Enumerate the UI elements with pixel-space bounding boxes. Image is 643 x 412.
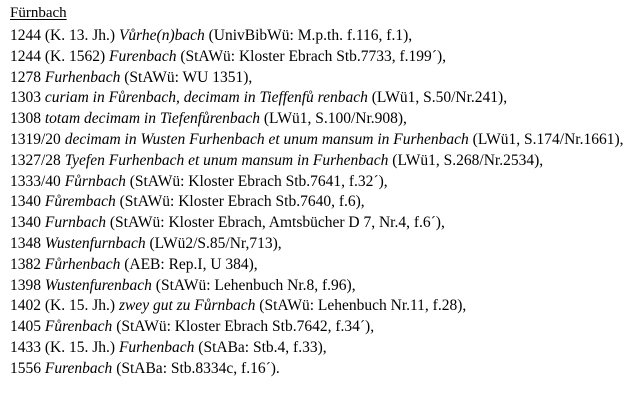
attestation-entry	[10, 47, 640, 68]
entry-text: (StAWü: Lehenbuch Nr.8, f.96),	[151, 276, 356, 294]
place-name-form: Furnbach	[44, 214, 107, 232]
attestation-list	[10, 26, 640, 380]
attestation-entry	[10, 296, 640, 317]
place-name-form: Furenbach	[44, 359, 113, 377]
entry-text: 1382	[10, 255, 45, 273]
entry-text: 1348	[10, 234, 45, 252]
entry-text: 1333/40	[10, 172, 65, 190]
attestation-entry	[10, 234, 640, 255]
attestation-entry	[10, 68, 640, 89]
place-name-form: Vůrhe(n)bach	[118, 27, 205, 44]
place-name-form: decimam in Wusten Furhenbach et unum mansum in Furhenbach	[64, 130, 469, 148]
entry-text: 1319/20	[10, 130, 65, 148]
attestation-entry	[10, 338, 640, 359]
entry-text: 1244 (K. 13. Jh.)	[10, 27, 119, 44]
entry-text: (LWü2/S.85/Nr,713),	[145, 234, 282, 252]
attestation-entry	[10, 130, 635, 151]
entry-text: (StAWü: WU 1351),	[120, 68, 253, 86]
attestation-entry	[10, 255, 640, 276]
entry-text: 1340	[10, 193, 45, 211]
attestation-entry	[10, 172, 640, 193]
attestation-entry	[10, 276, 640, 297]
entry-text: (StABa: Stb.4, f.33),	[194, 338, 327, 356]
attestation-entry	[10, 151, 640, 172]
entry-text: (AEB: Rep.I, U 384),	[120, 255, 258, 273]
attestation-entry	[10, 26, 640, 47]
entry-text: 1278	[10, 68, 45, 86]
entry-text: (StABa: Stb.8334c, f.16´).	[112, 359, 280, 377]
entry-text: 1405	[10, 318, 45, 336]
entry-text: 1340	[10, 214, 45, 232]
entry-text: 1398	[10, 276, 45, 294]
place-name-form: Wustenfurenbach	[44, 276, 152, 294]
entry-text: 1308	[10, 110, 45, 128]
entry-text: (StAWü: Lehenbuch Nr.11, f.28),	[255, 297, 467, 315]
entry-text: 1556	[10, 359, 45, 377]
attestation-entry	[10, 213, 640, 234]
entry-text: (StAWü: Kloster Ebrach Stb.7733, f.199´),	[176, 47, 447, 65]
place-name-form: Furhenbach	[44, 68, 121, 86]
place-name-form: zwey gut zu Fůrnbach	[118, 297, 256, 315]
entry-text: (StAWü: Kloster Ebrach, Amtsbücher D 7, Nr.4, f.6´),	[106, 214, 445, 232]
place-name-form: Tyefen Furhenbach et unum mansum in Furhenbach	[64, 151, 389, 169]
entry-text: (StAWü: Kloster Ebrach Stb.7642, f.34´),	[112, 318, 375, 336]
place-name-form: Fůrembach	[44, 193, 116, 211]
attestation-entry	[10, 109, 640, 130]
document-body	[10, 3, 640, 380]
place-name-form: Wustenfurnbach	[44, 234, 146, 252]
attestation-entry	[10, 88, 640, 109]
entry-text: 1402 (K. 15. Jh.)	[10, 297, 119, 315]
attestation-entry	[10, 359, 640, 380]
entry-text: (LWü1, S.100/Nr.908),	[259, 110, 407, 128]
attestation-entry	[10, 192, 640, 213]
entry-text: 1303	[10, 89, 45, 107]
document-title: Fürnbach	[10, 5, 67, 21]
place-name-form: curiam in Fůrenbach, decimam in Tieffenfů renbach	[44, 89, 368, 107]
entry-text: 1433 (K. 15. Jh.)	[10, 338, 119, 356]
place-name-form: Furhenbach	[118, 338, 195, 356]
entry-text: 1244 (K. 1562)	[10, 47, 110, 65]
place-name-form: Fůrnbach	[64, 172, 126, 190]
place-name-form: totam decimam in Tiefenfůrenbach	[44, 110, 260, 128]
place-name-form: Furenbach	[109, 47, 177, 65]
attestation-entry	[10, 317, 640, 338]
entry-text: (LWü1, S.50/Nr.241),	[367, 89, 508, 107]
entry-text: (LWü1, S.174/Nr.1661),	[468, 130, 624, 148]
entry-text: (StAWü: Kloster Ebrach Stb.7640, f.6),	[115, 193, 365, 211]
entry-text: (LWü1, S.268/Nr.2534),	[388, 151, 544, 169]
entry-text: (StAWü: Kloster Ebrach Stb.7641, f.32´),	[125, 172, 388, 190]
place-name-form: Fůrenbach	[44, 318, 113, 336]
place-name-form: Fůrhenbach	[44, 255, 121, 273]
entry-text: (UnivBibWü: M.p.th. f.116, f.1),	[204, 27, 413, 44]
entry-text: 1327/28	[10, 151, 65, 169]
